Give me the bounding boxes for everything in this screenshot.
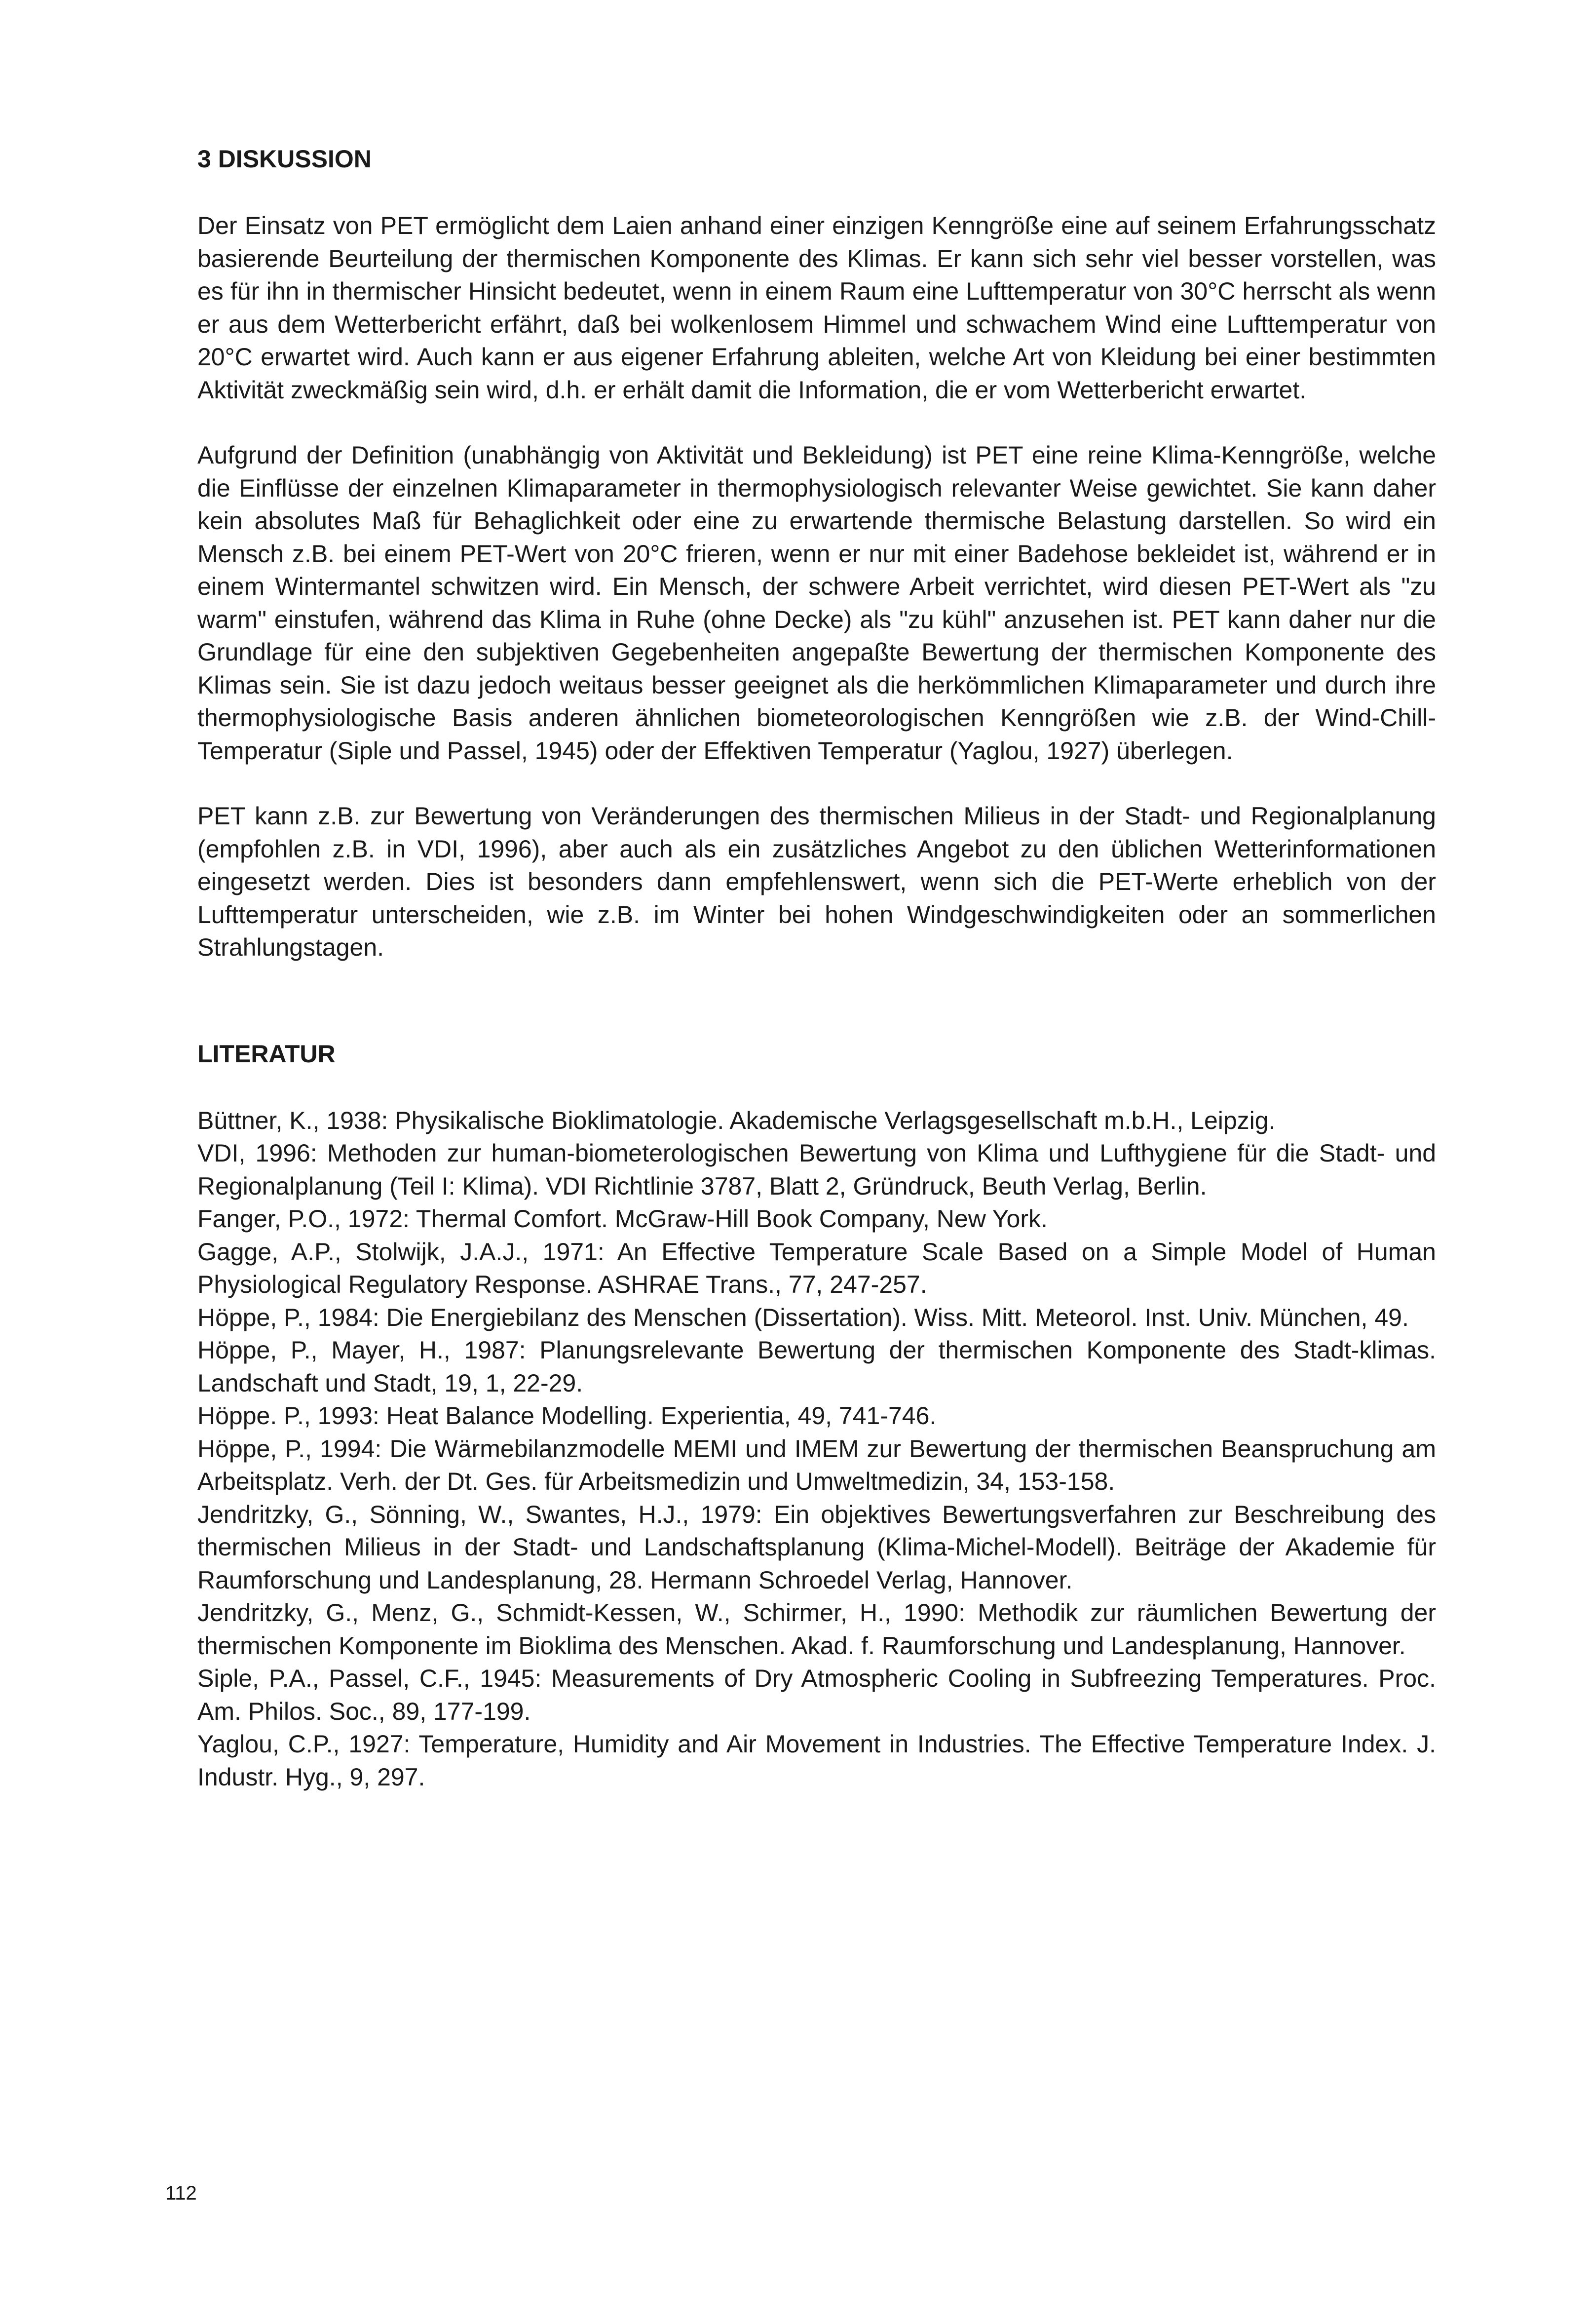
discussion-paragraph: Der Einsatz von PET ermöglicht dem Laien anhand einer einzigen Kenngröße eine auf seinem Erfahrungsschatz basierende Beurteilung der thermischen Komponente des Klimas. Er kann sich sehr viel besser vorstellen, was es für ihn in thermischer Hinsicht bedeutet, wenn in einem Raum eine Lufttemperatur von 30°C herrscht als wenn er aus dem Wetterbericht erfährt, daß bei wolkenlosem Himmel und schwachem Wind eine Lufttemperatur von 20°C erwartet wird. Auch kann er aus eigener Erfahrung ableiten, welche Art von Kleidung bei einer bestimmten Aktivität zweckmäßig sein wird, d.h. er erhält damit die Information, die er vom Wetterbericht erwartet.: [197, 212, 1436, 404]
reference-item: Höppe, P., 1994: Die Wärmebilanzmodelle MEMI und IMEM zur Bewertung der thermischen Beanspruchung am Arbeitsplatz. Verh. der Dt. Ges. für Arbeitsmedizin und Umweltmedizin, 34, 153-158.: [197, 1434, 1436, 1495]
page-content: [197, 143, 1436, 1793]
reference-item: Höppe, P., Mayer, H., 1987: Planungsrelevante Bewertung der thermischen Komponente des Stadt-klimas. Landschaft und Stadt, 19, 1, 22-29.: [197, 1336, 1436, 1397]
reference-item: Gagge, A.P., Stolwijk, J.A.J., 1971: An Effective Temperature Scale Based on a Simple Model of Human Physiological Regulatory Response. ASHRAE Trans., 77, 247-257.: [197, 1238, 1436, 1298]
discussion-paragraph: Aufgrund der Definition (unabhängig von Aktivität und Bekleidung) ist PET eine reine Klima-Kenngröße, welche die Einflüsse der einzelnen Klimaparameter in thermophysiologisch relevanter Weise gewichtet. Sie kann daher kein absolutes Maß für Behaglichkeit oder eine zu erwartende thermische Belastung darstellen. So wird ein Mensch z.B. bei einem PET-Wert von 20°C frieren, wenn er nur mit einer Badehose bekleidet ist, während er in einem Wintermantel schwitzen wird. Ein Mensch, der schwere Arbeit verrichtet, wird diesen PET-Wert als "zu warm" einstufen, während das Klima in Ruhe (ohne Decke) als "zu kühl" anzusehen ist. PET kann daher nur die Grundlage für eine den subjektiven Gegebenheiten angepaßte Bewertung der thermischen Komponente des Klimas sein. Sie ist dazu jedoch weitaus besser geeignet als die herkömmlichen Klimaparameter und durch ihre thermophysiologische Basis anderen ähnlichen biometeorologischen Kenngrößen wie z.B. der Wind-Chill-Temperatur (Siple und Passel, 1945) oder der Effektiven Temperatur (Yaglou, 1927) überlegen.: [197, 441, 1436, 765]
reference-item: Höppe, P., 1984: Die Energiebilanz des Menschen (Dissertation). Wiss. Mitt. Meteorol. Inst. Univ. München, 49.: [197, 1303, 1409, 1331]
reference-item: VDI, 1996: Methoden zur human-biometerologischen Bewertung von Klima und Lufthygiene für die Stadt- und Regionalplanung (Teil I: Klima). VDI Richtlinie 3787, Blatt 2, Gründruck, Beuth Verlag, Berlin.: [197, 1139, 1436, 1200]
reference-item: Siple, P.A., Passel, C.F., 1945: Measurements of Dry Atmospheric Cooling in Subfreezing Temperatures. Proc. Am. Philos. Soc., 89, 177-199.: [197, 1665, 1436, 1725]
reference-item: Yaglou, C.P., 1927: Temperature, Humidity and Air Movement in Industries. The Effective Temperature Index. J. Industr. Hyg., 9, 297.: [197, 1730, 1436, 1791]
discussion-heading: 3 DISKUSSION: [197, 145, 372, 173]
reference-item: Büttner, K., 1938: Physikalische Bioklimatologie. Akademische Verlagsgesellschaft m.b.H., Leipzig.: [197, 1106, 1276, 1134]
discussion-paragraph: PET kann z.B. zur Bewertung von Veränderungen des thermischen Milieus in der Stadt- und Regionalplanung (empfohlen z.B. in VDI, 1996), aber auch als ein zusätzliches Angebot zu den üblichen Wetterinformationen eingesetzt werden. Dies ist besonders dann empfehlenswert, wenn sich die PET-Werte erheblich von der Lufttemperatur unterscheiden, wie z.B. im Winter bei hohen Windgeschwindigkeiten oder an sommerlichen Strahlungstagen.: [197, 802, 1436, 961]
reference-item: Fanger, P.O., 1972: Thermal Comfort. McGraw-Hill Book Company, New York.: [197, 1205, 1048, 1233]
reference-item: Jendritzky, G., Sönning, W., Swantes, H.J., 1979: Ein objektives Bewertungsverfahren zur Beschreibung des thermischen Milieus in der Stadt- und Landschaftsplanung (Klima-Michel-Modell). Beiträge der Akademie für Raumforschung und Landesplanung, 28. Hermann Schroedel Verlag, Hannover.: [197, 1500, 1436, 1594]
literature-heading: LITERATUR: [197, 1040, 336, 1068]
page-number: 112: [165, 2182, 197, 2204]
reference-item: Höppe. P., 1993: Heat Balance Modelling. Experientia, 49, 741-746.: [197, 1402, 937, 1430]
reference-item: Jendritzky, G., Menz, G., Schmidt-Kessen, W., Schirmer, H., 1990: Methodik zur räumlichen Bewertung der thermischen Komponente im Bioklima des Menschen. Akad. f. Raumforschung und Landesplanung, Hannover.: [197, 1599, 1436, 1660]
reference-list: [197, 1104, 1436, 1794]
